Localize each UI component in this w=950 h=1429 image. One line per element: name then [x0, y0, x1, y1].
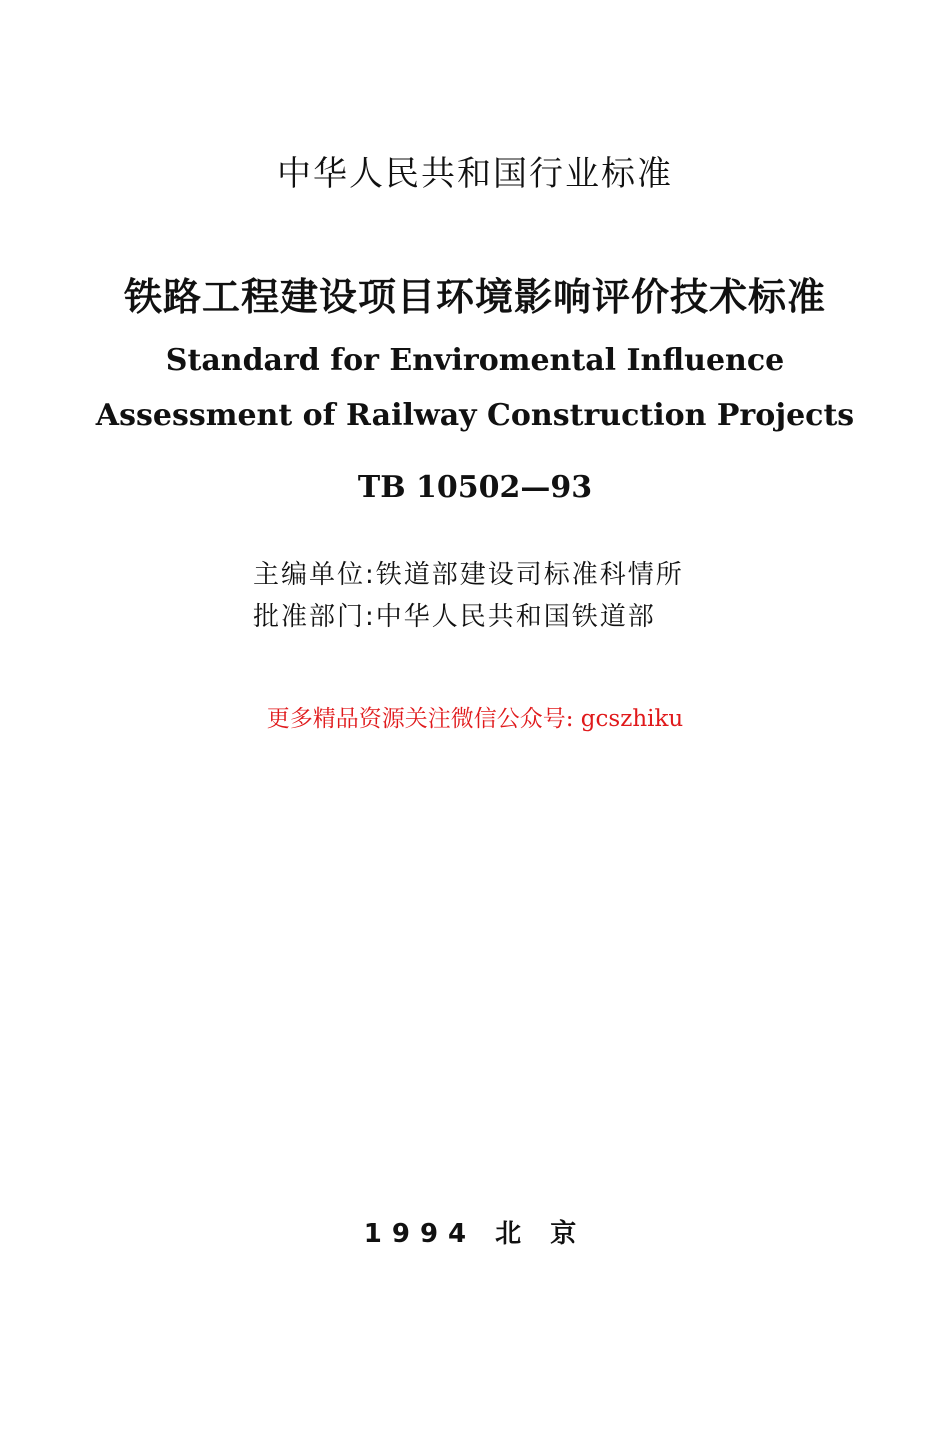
approving-department: 批准部门:中华人民共和国铁道部: [253, 602, 656, 632]
standard-code: TB 10502—93: [357, 470, 593, 505]
editor-unit: 主编单位:铁道部建设司标准科情所: [253, 560, 684, 590]
chinese-title: 铁路工程建设项目环境影响评价技术标准: [123, 275, 826, 319]
publication-imprint: 1994 北 京: [363, 1219, 587, 1249]
standard-category: 中华人民共和国行业标准: [277, 154, 673, 194]
english-title-line-2: Assessment of Railway Construction Projects: [95, 398, 855, 433]
english-title-line-1: Standard for Enviromental Influence: [165, 343, 785, 378]
promo-notice: 更多精品资源关注微信公众号: gcszhiku: [266, 706, 684, 732]
